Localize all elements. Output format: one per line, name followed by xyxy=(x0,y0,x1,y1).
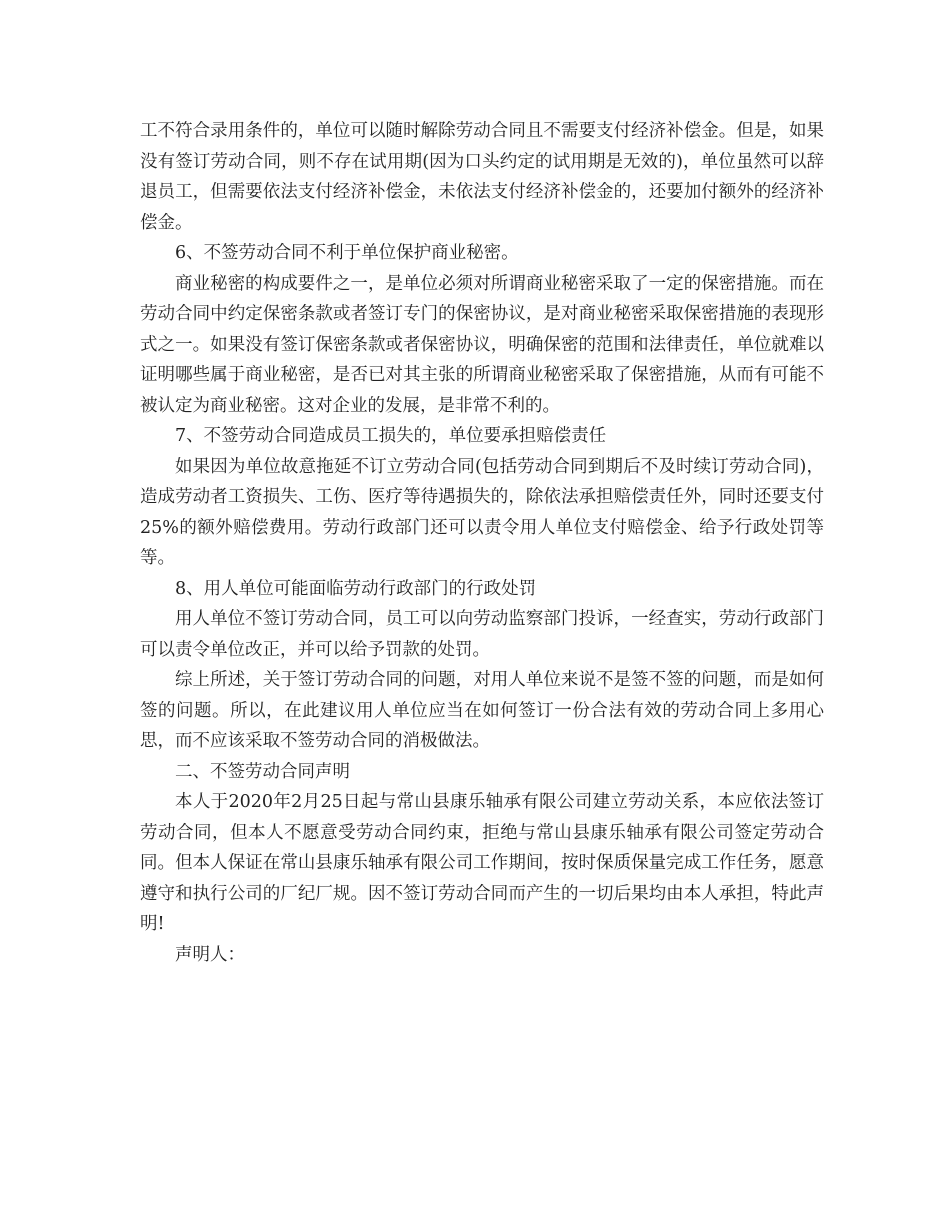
section-heading-declaration: 二、不签劳动合同声明 xyxy=(175,761,350,782)
paragraph-continuation: 工不符合录用条件的，单位可以随时解除劳动合同且不需要支付经济补偿金。但是，如果没有签订劳动合同，则不存在试用期(因为口头约定的试用期是无效的)，单位虽然可以辞退员工，但需要依法支付经济补偿金，未依法支付经济补偿金的，还要加付额外的经济补偿金。 xyxy=(140,121,824,233)
paragraph-compensation: 如果因为单位故意拖延不订立劳动合同(包括劳动合同到期后不及时续订劳动合同)，造成劳动者工资损失、工伤、医疗等待遇损失的，除依法承担赔偿责任外，同时还要支付25%的额外赔偿费用。劳动行政部门还可以责令用人单位支付赔偿金、给予行政处罚等等。 xyxy=(140,456,824,568)
paragraph-trade-secret: 商业秘密的构成要件之一，是单位必须对所谓商业秘密采取了一定的保密措施。而在劳动合同中约定保密条款或者签订专门的保密协议，是对商业秘密采取保密措施的表现形式之一。如果没有签订保密条款或者保密协议，明确保密的范围和法律责任，单位就难以证明哪些属于商业秘密，是否已对其主张的所谓商业秘密采取了保密措施，从而有可能不被认定为商业秘密。这对企业的发展，是非常不利的。 xyxy=(140,273,824,416)
document-body xyxy=(140,116,824,970)
signature-label: 声明人： xyxy=(175,944,245,965)
heading-item-8: 8、用人单位可能面临劳动行政部门的行政处罚 xyxy=(175,578,537,599)
heading-item-6: 6、不签劳动合同不利于单位保护商业秘密。 xyxy=(175,243,519,263)
paragraph-summary: 综上所述，关于签订劳动合同的问题，对用人单位来说不是签不签的问题，而是如何签的问题。所以，在此建议用人单位应当在如何签订一份合法有效的劳动合同上多用心思，而不应该采取不签劳动合同的消极做法。 xyxy=(140,670,824,751)
paragraph-penalty: 用人单位不签订劳动合同，员工可以向劳动监察部门投诉，一经查实，劳动行政部门可以责令单位改正，并可以给予罚款的处罚。 xyxy=(140,609,824,660)
paragraph-declaration: 本人于2020年2月25日起与常山县康乐轴承有限公司建立劳动关系，本应依法签订劳动合同，但本人不愿意受劳动合同约束，拒绝与常山县康乐轴承有限公司签定劳动合同。但本人保证在常山县康乐轴承有限公司工作期间，按时保质保量完成工作任务，愿意遵守和执行公司的厂纪厂规。因不签订劳动合同而产生的一切后果均由本人承担，特此声明! xyxy=(140,792,824,934)
heading-item-7: 7、不签劳动合同造成员工损失的，单位要承担赔偿责任 xyxy=(175,426,607,446)
